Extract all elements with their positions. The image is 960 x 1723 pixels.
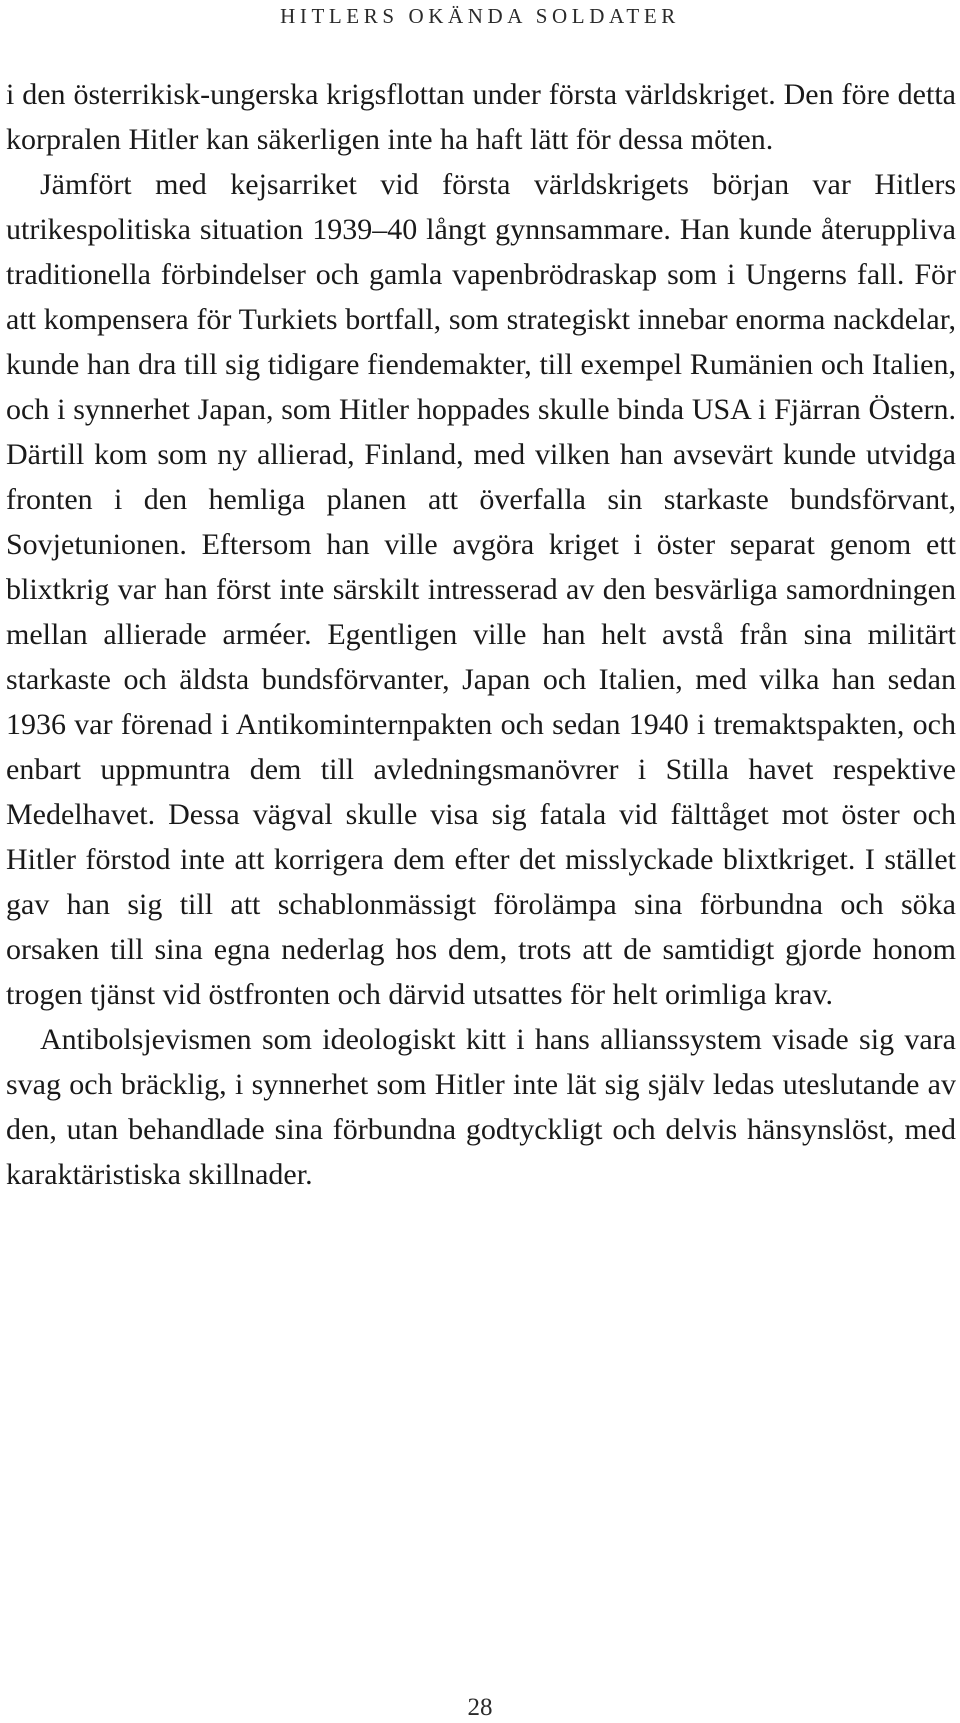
running-head: HITLERS OKÄNDA SOLDATER	[280, 4, 680, 28]
body-text	[6, 72, 956, 1197]
paragraph: Antibolsjevismen som ideologiskt kitt i hans allianssystem visade sig vara svag och bräcklig, i synnerhet som Hitler inte lät sig själv ledas uteslutande av den, utan behandlade sina förbundna godtyckligt och delvis hänsynslöst, med karaktäristiska skillnader.	[6, 1023, 956, 1191]
paragraph-continued: i den österrikisk-ungerska krigsflottan under första världskriget. Den före detta korpralen Hitler kan säkerligen inte ha haft lätt för dessa möten.	[6, 78, 956, 156]
paragraph: Jämfört med kejsarriket vid första världskrigets början var Hitlers utrikespolitiska situation 1939–40 långt gynnsammare. Han kunde återuppliva traditionella förbindelser och gamla vapenbrödraskap som i Ungerns fall. För att kompensera för Turkiets bortfall, som strategiskt innebar enorma nackdelar, kunde han dra till sig tidigare fiendemakter, till exempel Rumänien och Italien, och i synnerhet Japan, som Hitler hoppades skulle binda USA i Fjärran Östern. Därtill kom som ny allierad, Finland, med vilken han avsevärt kunde utvidga fronten i den hemliga planen att överfalla sin starkaste bundsförvant, Sovjetunionen. Eftersom han ville avgöra kriget i öster separat genom ett blixtkrig var han först inte särskilt intresserad av den besvärliga samordningen mellan allierade arméer. Egentligen ville han helt avstå från sina militärt starkaste och äldsta bundsförvanter, Japan och Italien, med vilka han sedan 1936 var förenad i Antikominternpakten och sedan 1940 i tremaktspakten, och enbart uppmuntra dem till avledningsmanövrer i Stilla havet respektive Medelhavet. Dessa vägval skulle visa sig fatala vid fälttåget mot öster och Hitler förstod inte att korrigera dem efter det misslyckade blixtkriget. I stället gav han sig till att schablonmässigt förolämpa sina förbundna och söka orsaken till sina egna nederlag hos dem, trots att de samtidigt gjorde honom trogen tjänst vid östfronten och därvid utsattes för helt orimliga krav.	[6, 168, 956, 1011]
page-number: 28	[467, 1694, 493, 1721]
